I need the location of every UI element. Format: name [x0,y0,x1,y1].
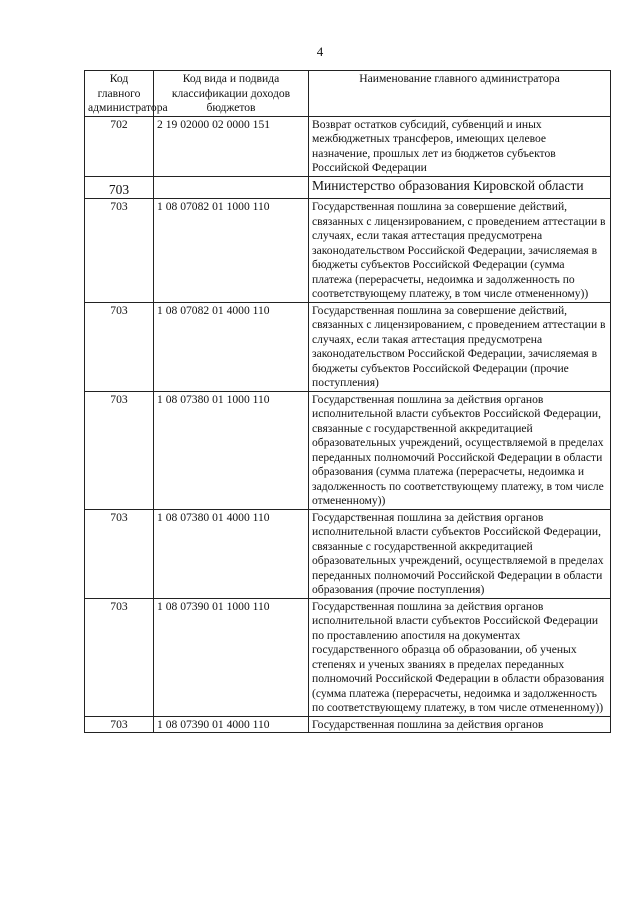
cell-admin-code: 702 [85,116,154,176]
cell-admin-code: 703 [85,391,154,509]
table-row [85,509,611,598]
cell-admin-name: Возврат остатков субсидий, субвенций и иных межбюджетных трансферов, имеющих целевое назначение, прошлых лет из бюджетов субъектов Российской Федерации [309,116,611,176]
cell-kbk-code [154,176,309,199]
cell-admin-name: Государственная пошлина за действия органов [309,716,611,733]
table-row [85,391,611,509]
cell-kbk-code: 1 08 07380 01 4000 110 [154,509,309,598]
cell-admin-code: 703 [85,302,154,391]
cell-admin-name: Государственная пошлина за действия органов исполнительной власти субъектов Российской Федерации, связанные с государственной аккредитацией образовательных учреждений, осуществляемой в пределах переданных полномочий Российской Федерации в области образования (сумма платежа (перерасчеты, недоимка и задолженность по соответствующему платежу, в том числе отмененному)) [309,391,611,509]
table-row [85,302,611,391]
table-row [85,116,611,176]
header-kbk-code: Код вида и подвида классификации доходов бюджетов [154,71,309,117]
table-row [85,716,611,733]
revenue-administrators-table [84,70,611,733]
cell-kbk-code: 1 08 07082 01 4000 110 [154,302,309,391]
cell-admin-code: 703 [85,176,154,199]
header-admin-code: Код главного администратора [85,71,154,117]
cell-kbk-code: 1 08 07390 01 1000 110 [154,598,309,716]
header-admin-name: Наименование главного администратора [309,71,611,117]
cell-admin-code: 703 [85,716,154,733]
cell-admin-code: 703 [85,509,154,598]
cell-kbk-code: 1 08 07380 01 1000 110 [154,391,309,509]
page-number: 4 [316,44,324,59]
cell-admin-name: Государственная пошлина за совершение действий, связанных с лицензированием, с проведением аттестации в случаях, если такая аттестация предусмотрена законодательством Российской Федерации, зачисляемая в бюджеты субъектов Российской Федерации (прочие поступления) [309,302,611,391]
cell-kbk-code: 1 08 07390 01 4000 110 [154,716,309,733]
cell-admin-name: Министерство образования Кировской области [309,176,611,199]
table-row [85,199,611,303]
cell-admin-code: 703 [85,199,154,303]
cell-kbk-code: 1 08 07082 01 1000 110 [154,199,309,303]
cell-admin-name: Государственная пошлина за совершение действий, связанных с лицензированием, с проведением аттестации в случаях, если такая аттестация предусмотрена законодательством Российской Федерации, зачисляемая в бюджеты субъектов Российской Федерации (сумма платежа (перерасчеты, недоимка и задолженность по соответствующему платежу, в том числе отмененному)) [309,199,611,303]
table-header-row [85,71,611,117]
cell-admin-name: Государственная пошлина за действия органов исполнительной власти субъектов Российской Федерации по проставлению апостиля на документах государственного образца об образовании, об ученых степенях и ученых званиях в пределах переданных полномочий Российской Федерации в области образования (сумма платежа (перерасчеты, недоимка и задолженность по соответствующему платежу, в том числе отмененному)) [309,598,611,716]
cell-admin-code: 703 [85,598,154,716]
table-row [85,598,611,716]
cell-kbk-code: 2 19 02000 02 0000 151 [154,116,309,176]
cell-admin-name: Государственная пошлина за действия органов исполнительной власти субъектов Российской Федерации, связанные с государственной аккредитацией образовательных учреждений, осуществляемой в пределах переданных полномочий Российской Федерации в области образования (прочие поступления) [309,509,611,598]
table-body [85,116,611,733]
table-row-ministry [85,176,611,199]
